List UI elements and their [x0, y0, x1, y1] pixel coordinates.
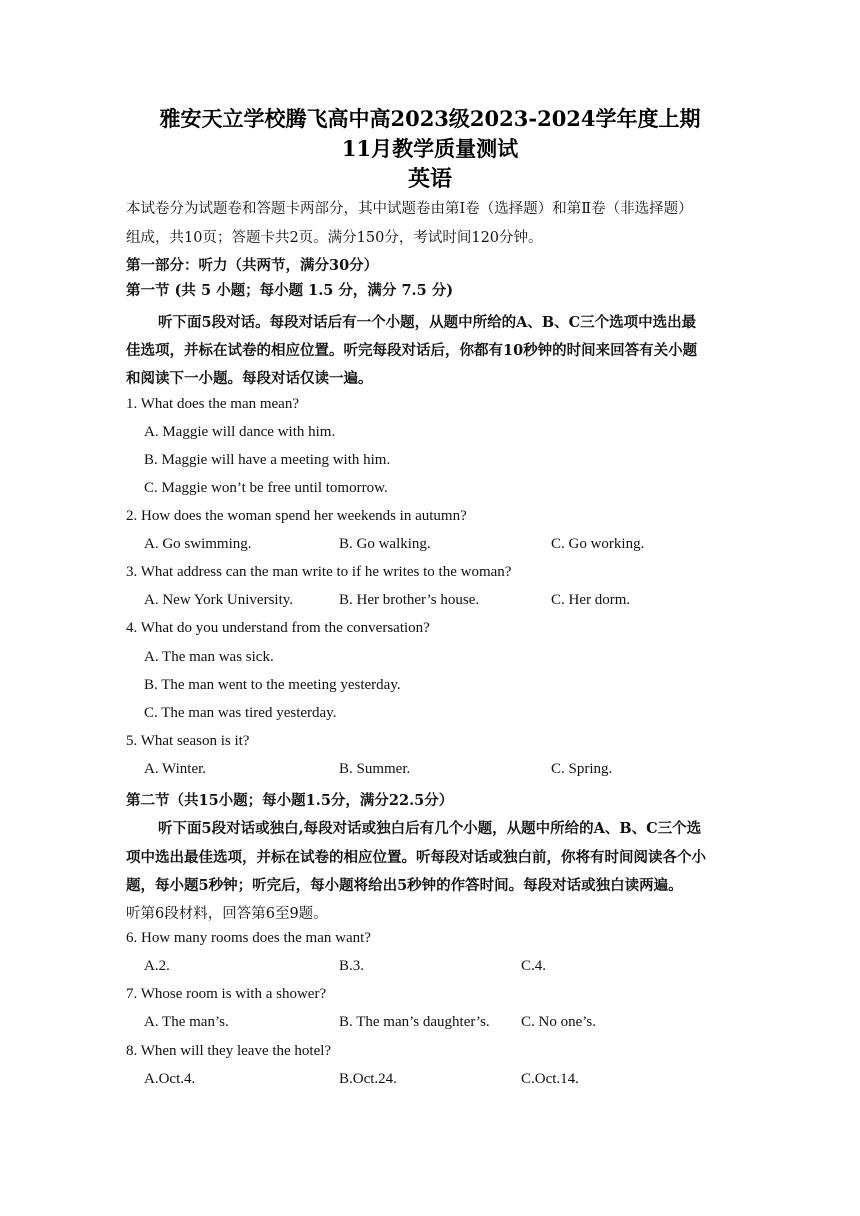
q8-option-b: B.Oct.24.	[339, 1071, 397, 1087]
q1-option-c: C. Maggie won’t be free until tomorrow.	[144, 480, 388, 496]
q7-option-c: C. No one’s.	[521, 1014, 596, 1030]
section2-instruction-3: 题，每小题5秒钟；听完后，每小题将给出5秒钟的作答时间。每段对话或独白读两遍。	[126, 877, 683, 894]
section1-instruction-1: 听下面5段对话。每段对话后有一个小题，从题中所给的A、B、C三个选项中选出最	[158, 314, 697, 331]
intro-line-1: 本试卷分为试题卷和答题卡两部分，其中试题卷由第Ⅰ卷（选择题）和第Ⅱ卷（非选择题）	[126, 201, 693, 217]
q2-option-a: A. Go swimming.	[144, 536, 252, 552]
q5-option-b: B. Summer.	[339, 761, 411, 777]
section2-instruction-2: 项中选出最佳选项，并标在试卷的相应位置。听每段对话或独白前，你将有时间阅读各个小	[126, 849, 706, 866]
intro-line-2: 组成，共10页；答题卡共2页。满分150分，考试时间120分钟。	[126, 230, 543, 246]
section1-instruction-2: 佳选项，并标在试卷的相应位置。听完每段对话后，你都有10秒钟的时间来回答有关小题	[126, 342, 698, 359]
question-4: 4. What do you understand from the conversation?	[126, 620, 430, 636]
q4-option-b: B. The man went to the meeting yesterday.	[144, 677, 401, 693]
q3-option-c: C. Her dorm.	[551, 592, 631, 608]
question-8: 8. When will they leave the hotel?	[126, 1043, 332, 1059]
section1-heading: 第一节 (共 5 小题；每小题 1.5 分，满分 7.5 分)	[126, 282, 454, 299]
q8-option-c: C.Oct.14.	[521, 1071, 579, 1087]
material-6-note: 听第6段材料，回答第6至9题。	[126, 906, 328, 922]
q5-option-a: A. Winter.	[144, 761, 207, 777]
q6-option-a: A.2.	[144, 958, 170, 974]
question-5: 5. What season is it?	[126, 733, 250, 749]
q1-option-a: A. Maggie will dance with him.	[144, 424, 336, 440]
q4-option-a: A. The man was sick.	[144, 649, 274, 665]
q6-option-c: C.4.	[521, 958, 547, 974]
section1-instruction-3: 和阅读下一小题。每段对话仅读一遍。	[126, 370, 373, 387]
q2-option-b: B. Go walking.	[339, 536, 431, 552]
q6-option-b: B.3.	[339, 958, 365, 974]
part1-heading: 第一部分：听力（共两节，满分30分）	[126, 257, 379, 274]
q2-option-c: C. Go working.	[551, 536, 645, 552]
q1-option-b: B. Maggie will have a meeting with him.	[144, 452, 391, 468]
question-6: 6. How many rooms does the man want?	[126, 930, 371, 946]
q5-option-c: C. Spring.	[551, 761, 613, 777]
q8-option-a: A.Oct.4.	[144, 1071, 196, 1087]
section2-heading: 第二节（共15小题；每小题1.5分，满分22.5分）	[126, 792, 454, 809]
question-7: 7. Whose room is with a shower?	[126, 986, 327, 1002]
q4-option-c: C. The man was tired yesterday.	[144, 705, 337, 721]
q3-option-b: B. Her brother’s house.	[339, 592, 480, 608]
question-2: 2. How does the woman spend her weekends in autumn?	[126, 508, 467, 524]
q7-option-a: A. The man’s.	[144, 1014, 229, 1030]
question-3: 3. What address can the man write to if he writes to the woman?	[126, 564, 512, 580]
question-1: 1. What does the man mean?	[126, 396, 299, 412]
exam-title: 雅安天立学校腾飞高中高2023级2023-2024学年度上期	[159, 106, 701, 131]
q7-option-b: B. The man’s daughter’s.	[339, 1014, 490, 1030]
exam-subject: 英语	[407, 166, 452, 192]
exam-subtitle: 11月教学质量测试	[341, 136, 519, 161]
section2-instruction-1: 听下面5段对话或独白,每段对话或独白后有几个小题，从题中所给的A、B、C三个选	[158, 820, 702, 837]
q3-option-a: A. New York University.	[144, 592, 294, 608]
